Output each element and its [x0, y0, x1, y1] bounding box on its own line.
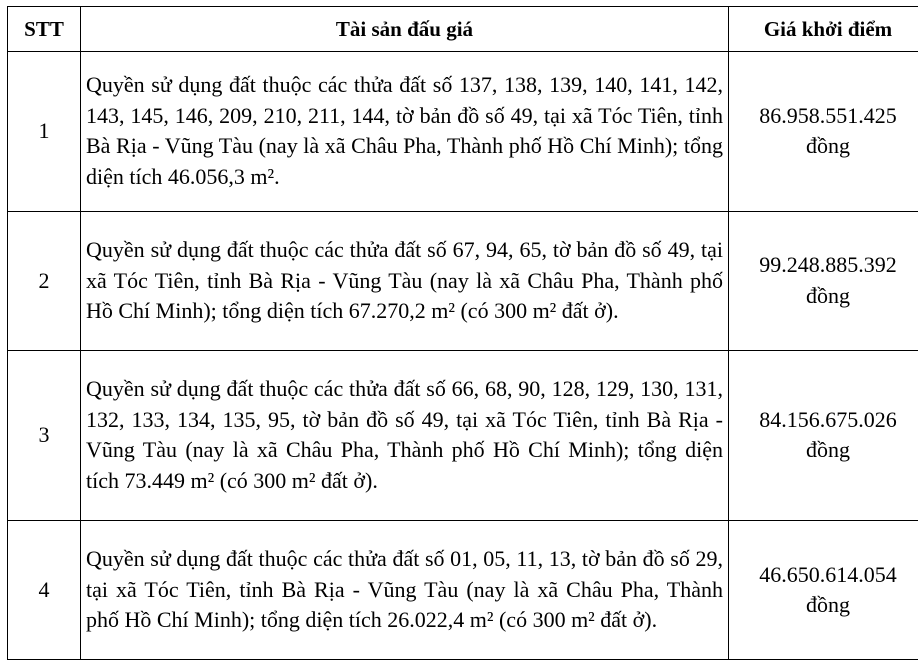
row-price-unit: đồng	[806, 282, 850, 308]
table-row	[8, 521, 918, 660]
row-stt: 2	[8, 211, 81, 350]
row-asset-description: Quyền sử dụng đất thuộc các thửa đất số 67, 94, 65, tờ bản đồ số 49, tại xã Tóc Tiên, tỉnh Bà Rịa - Vũng Tàu (nay là xã Châu Pha, Thành phố Hồ Chí Minh); tổng diện tích 67.270,2 m² (có 300 m² đất ở).	[81, 211, 729, 350]
row-price-cell	[729, 521, 918, 660]
row-price-cell	[729, 350, 918, 520]
row-price-unit: đồng	[806, 437, 850, 463]
table-row	[8, 211, 918, 350]
header-price: Giá khởi điểm	[729, 7, 918, 52]
row-asset-description: Quyền sử dụng đất thuộc các thửa đất số 01, 05, 11, 13, tờ bản đồ số 29, tại xã Tóc Tiên, tỉnh Bà Rịa - Vũng Tàu (nay là xã Châu Pha, Thành phố Hồ Chí Minh); tổng diện tích 26.022,4 m² (có 300 m² đất ở).	[81, 521, 729, 660]
row-price-cell	[729, 52, 918, 212]
row-asset-description: Quyền sử dụng đất thuộc các thửa đất số 137, 138, 139, 140, 141, 142, 143, 145, 146, 209, 210, 211, 144, tờ bản đồ số 49, tại xã Tóc Tiên, tỉnh Bà Rịa - Vũng Tàu (nay là xã Châu Pha, Thành phố Hồ Chí Minh); tổng diện tích 46.056,3 m².	[81, 52, 729, 212]
header-stt: STT	[8, 7, 81, 52]
table-row	[8, 52, 918, 212]
row-stt: 4	[8, 521, 81, 660]
header-row	[8, 7, 918, 52]
row-stt: 3	[8, 350, 81, 520]
row-price-value: 86.958.551.425	[759, 102, 897, 128]
auction-assets-table	[7, 6, 918, 660]
row-stt: 1	[8, 52, 81, 212]
header-asset: Tài sản đấu giá	[81, 7, 729, 52]
row-price-cell	[729, 211, 918, 350]
table-row	[8, 350, 918, 520]
row-price-value: 99.248.885.392	[759, 252, 897, 278]
row-price-value: 84.156.675.026	[759, 406, 897, 432]
row-price-unit: đồng	[806, 592, 850, 618]
row-asset-description: Quyền sử dụng đất thuộc các thửa đất số 66, 68, 90, 128, 129, 130, 131, 132, 133, 134, 135, 95, tờ bản đồ số 49, tại xã Tóc Tiên, tỉnh Bà Rịa - Vũng Tàu (nay là xã Châu Pha, Thành phố Hồ Chí Minh); tổng diện tích 73.449 m² (có 300 m² đất ở).	[81, 350, 729, 520]
row-price-unit: đồng	[806, 133, 850, 159]
row-price-value: 46.650.614.054	[759, 561, 897, 587]
